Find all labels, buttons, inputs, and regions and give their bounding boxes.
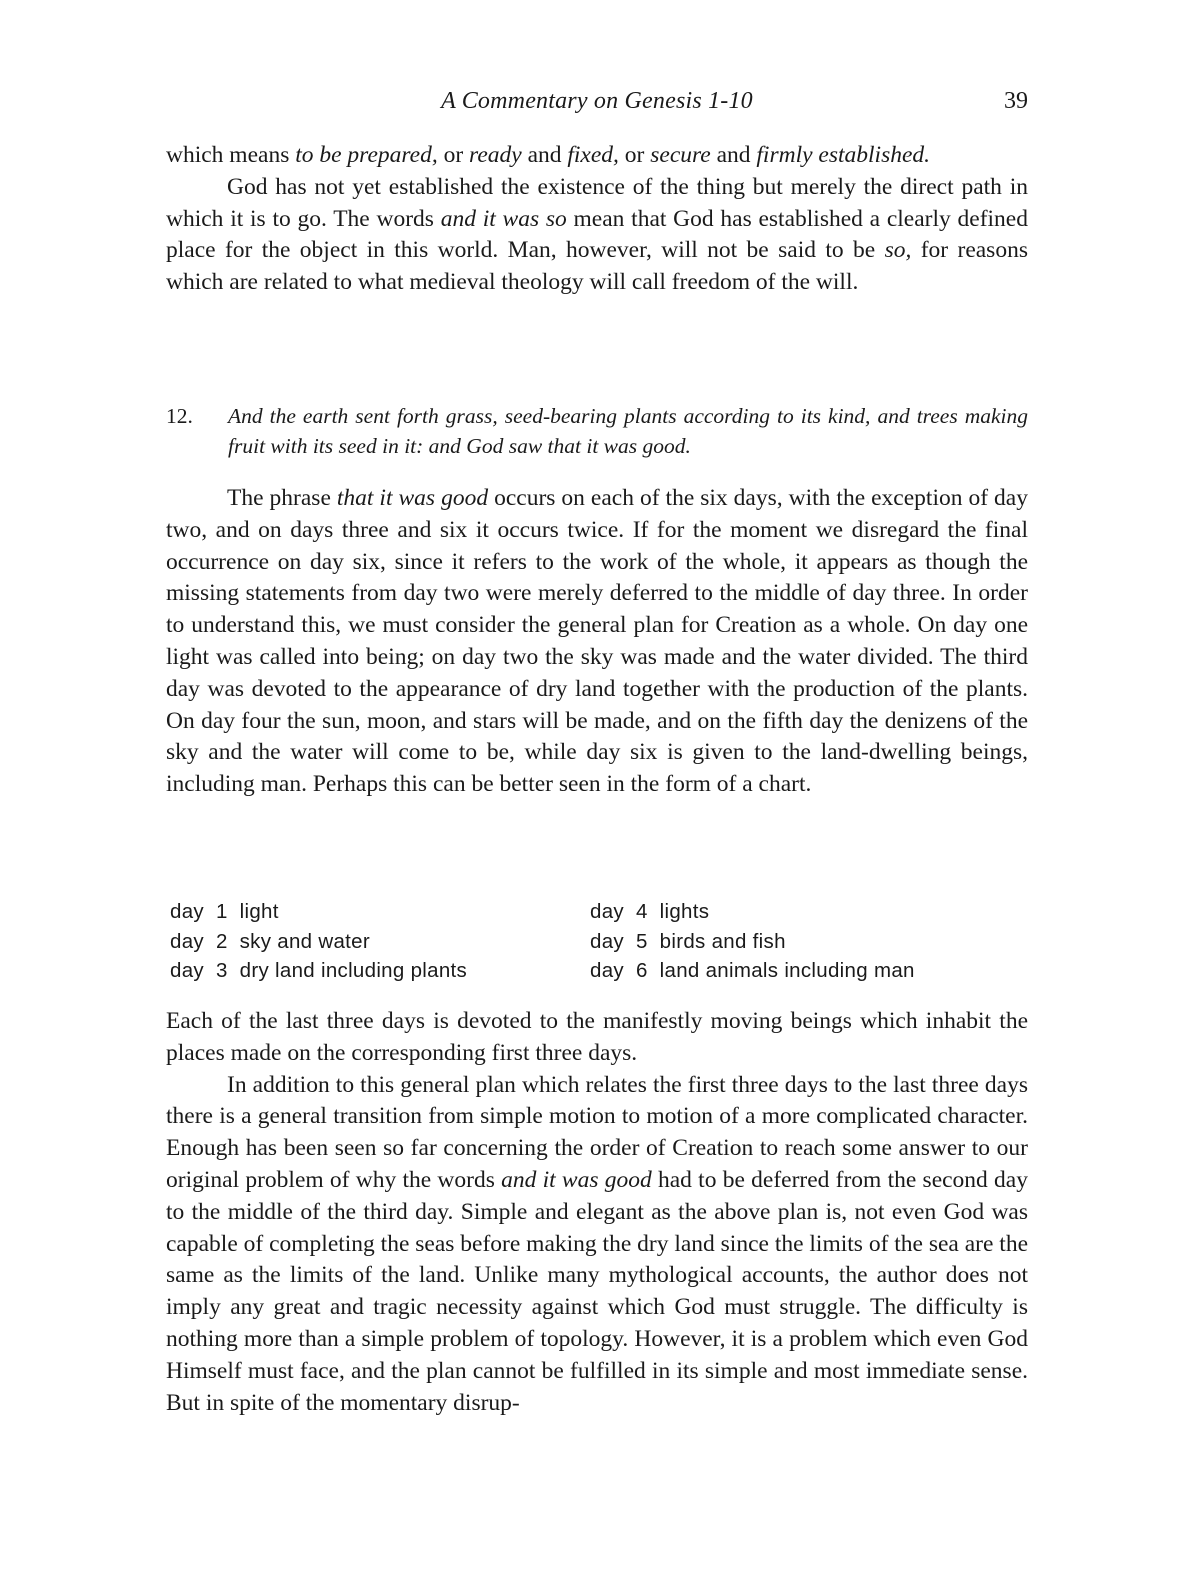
chart-row: day 4 lights — [590, 900, 710, 923]
text-block-top — [166, 140, 1028, 299]
paragraph-continued — [166, 140, 1028, 172]
text-block-middle — [166, 483, 1028, 801]
text-run: or — [437, 142, 470, 168]
chart-column-first-days — [170, 897, 467, 986]
chart-row: day 3 dry land including plants — [170, 959, 468, 982]
italic-run: so, — [884, 237, 912, 264]
text-run: or — [618, 142, 651, 168]
chart-column-last-days — [590, 897, 915, 986]
text-run: In addition to this general plan which relates the first three days to the last three days there is a general transition from simple motion to motion of a more complicated character. Enough has been seen so far concerning the order of Creation to reach some answer to our original problem of why the words — [166, 1071, 1028, 1193]
verse-quote — [166, 401, 1028, 461]
text-run: occurs on each of the six days, with the exception of day two, and on days three and six it occurs twice. If for the moment we disregard the final occurrence on day six, since it refers to the work of the whole, it appears as though the missing statements from day two were merely deferred to the middle of day three. In order to understand this, we must consider the general plan for Creation as a whole. On day one light was called into being; on day two the sky was made and the water divided. The third day was devoted to the appearance of dry land together with the production of the plants. On day four the sun, moon, and stars will be made, and on the fifth day the denizens of the sky and the water will come to be, while day six is given to the land-dwelling beings, including man. Perhaps this can be better seen in the form of a chart. — [166, 485, 1028, 798]
paragraph-phrase — [166, 483, 1028, 801]
italic-run: secure — [650, 142, 711, 168]
italic-run: and it was good — [501, 1166, 652, 1193]
paragraph-established — [166, 172, 1028, 299]
text-run: had to be deferred from the second day to the middle of the third day. Simple and elegant as the above plan is, not even God was capable of completing the seas before making the dry land since the limits of the sea are the same as the limits of the land. Unlike many mythological accounts, the author does not imply any great and tragic necessity against which God must struggle. The difficulty is nothing more than a simple problem of topology. However, it is a problem which even God Himself must face, and the plan cannot be fulfilled in its simple and most immediate sense. But in spite of the momentary disrup- — [166, 1166, 1029, 1416]
text-run: for reasons which are related to what medieval theology will call freedom of the will. — [166, 237, 1028, 296]
chart-row: day 5 birds and fish — [590, 929, 786, 953]
verse-number: 12. — [166, 404, 193, 428]
chart-row: day 6 land animals including man — [590, 959, 915, 982]
chart-row: day 1 light — [170, 900, 279, 923]
chart-row: day 2 sky and water — [170, 929, 371, 953]
text-run: God has not yet established the existence of the thing but merely the direct path in which it is to go. The words — [166, 173, 1028, 232]
text-run: and — [521, 142, 568, 168]
running-head — [166, 88, 1028, 122]
text-run: and — [710, 142, 757, 168]
text-run: mean that God has established a clearly defined place for the object in this world. Man, however, will not be said to be — [166, 205, 1028, 264]
text-run: which means — [166, 142, 296, 168]
italic-run: that it was good — [336, 485, 489, 511]
verse-text: And the earth sent forth grass, seed-bearing plants according to its kind, and trees making fruit with its seed in it: and God saw that it was good. — [228, 404, 1028, 458]
paragraph-last-three-days: Each of the last three days is devoted to the manifestly moving beings which inhabit the places made on the corresponding first three days. — [166, 1008, 1028, 1066]
italic-run: fixed, — [567, 142, 619, 168]
text-block-bottom — [166, 1006, 1028, 1419]
running-title: A Commentary on Genesis 1-10 — [441, 88, 753, 114]
italic-run: and it was so — [440, 205, 567, 232]
italic-run: to be prepared, — [295, 142, 438, 168]
paragraph-general-plan — [166, 1070, 1028, 1420]
italic-run: ready — [469, 142, 522, 168]
text-run: The phrase — [227, 485, 337, 511]
page-number: 39 — [1004, 88, 1028, 114]
italic-run: firmly established. — [756, 142, 931, 168]
